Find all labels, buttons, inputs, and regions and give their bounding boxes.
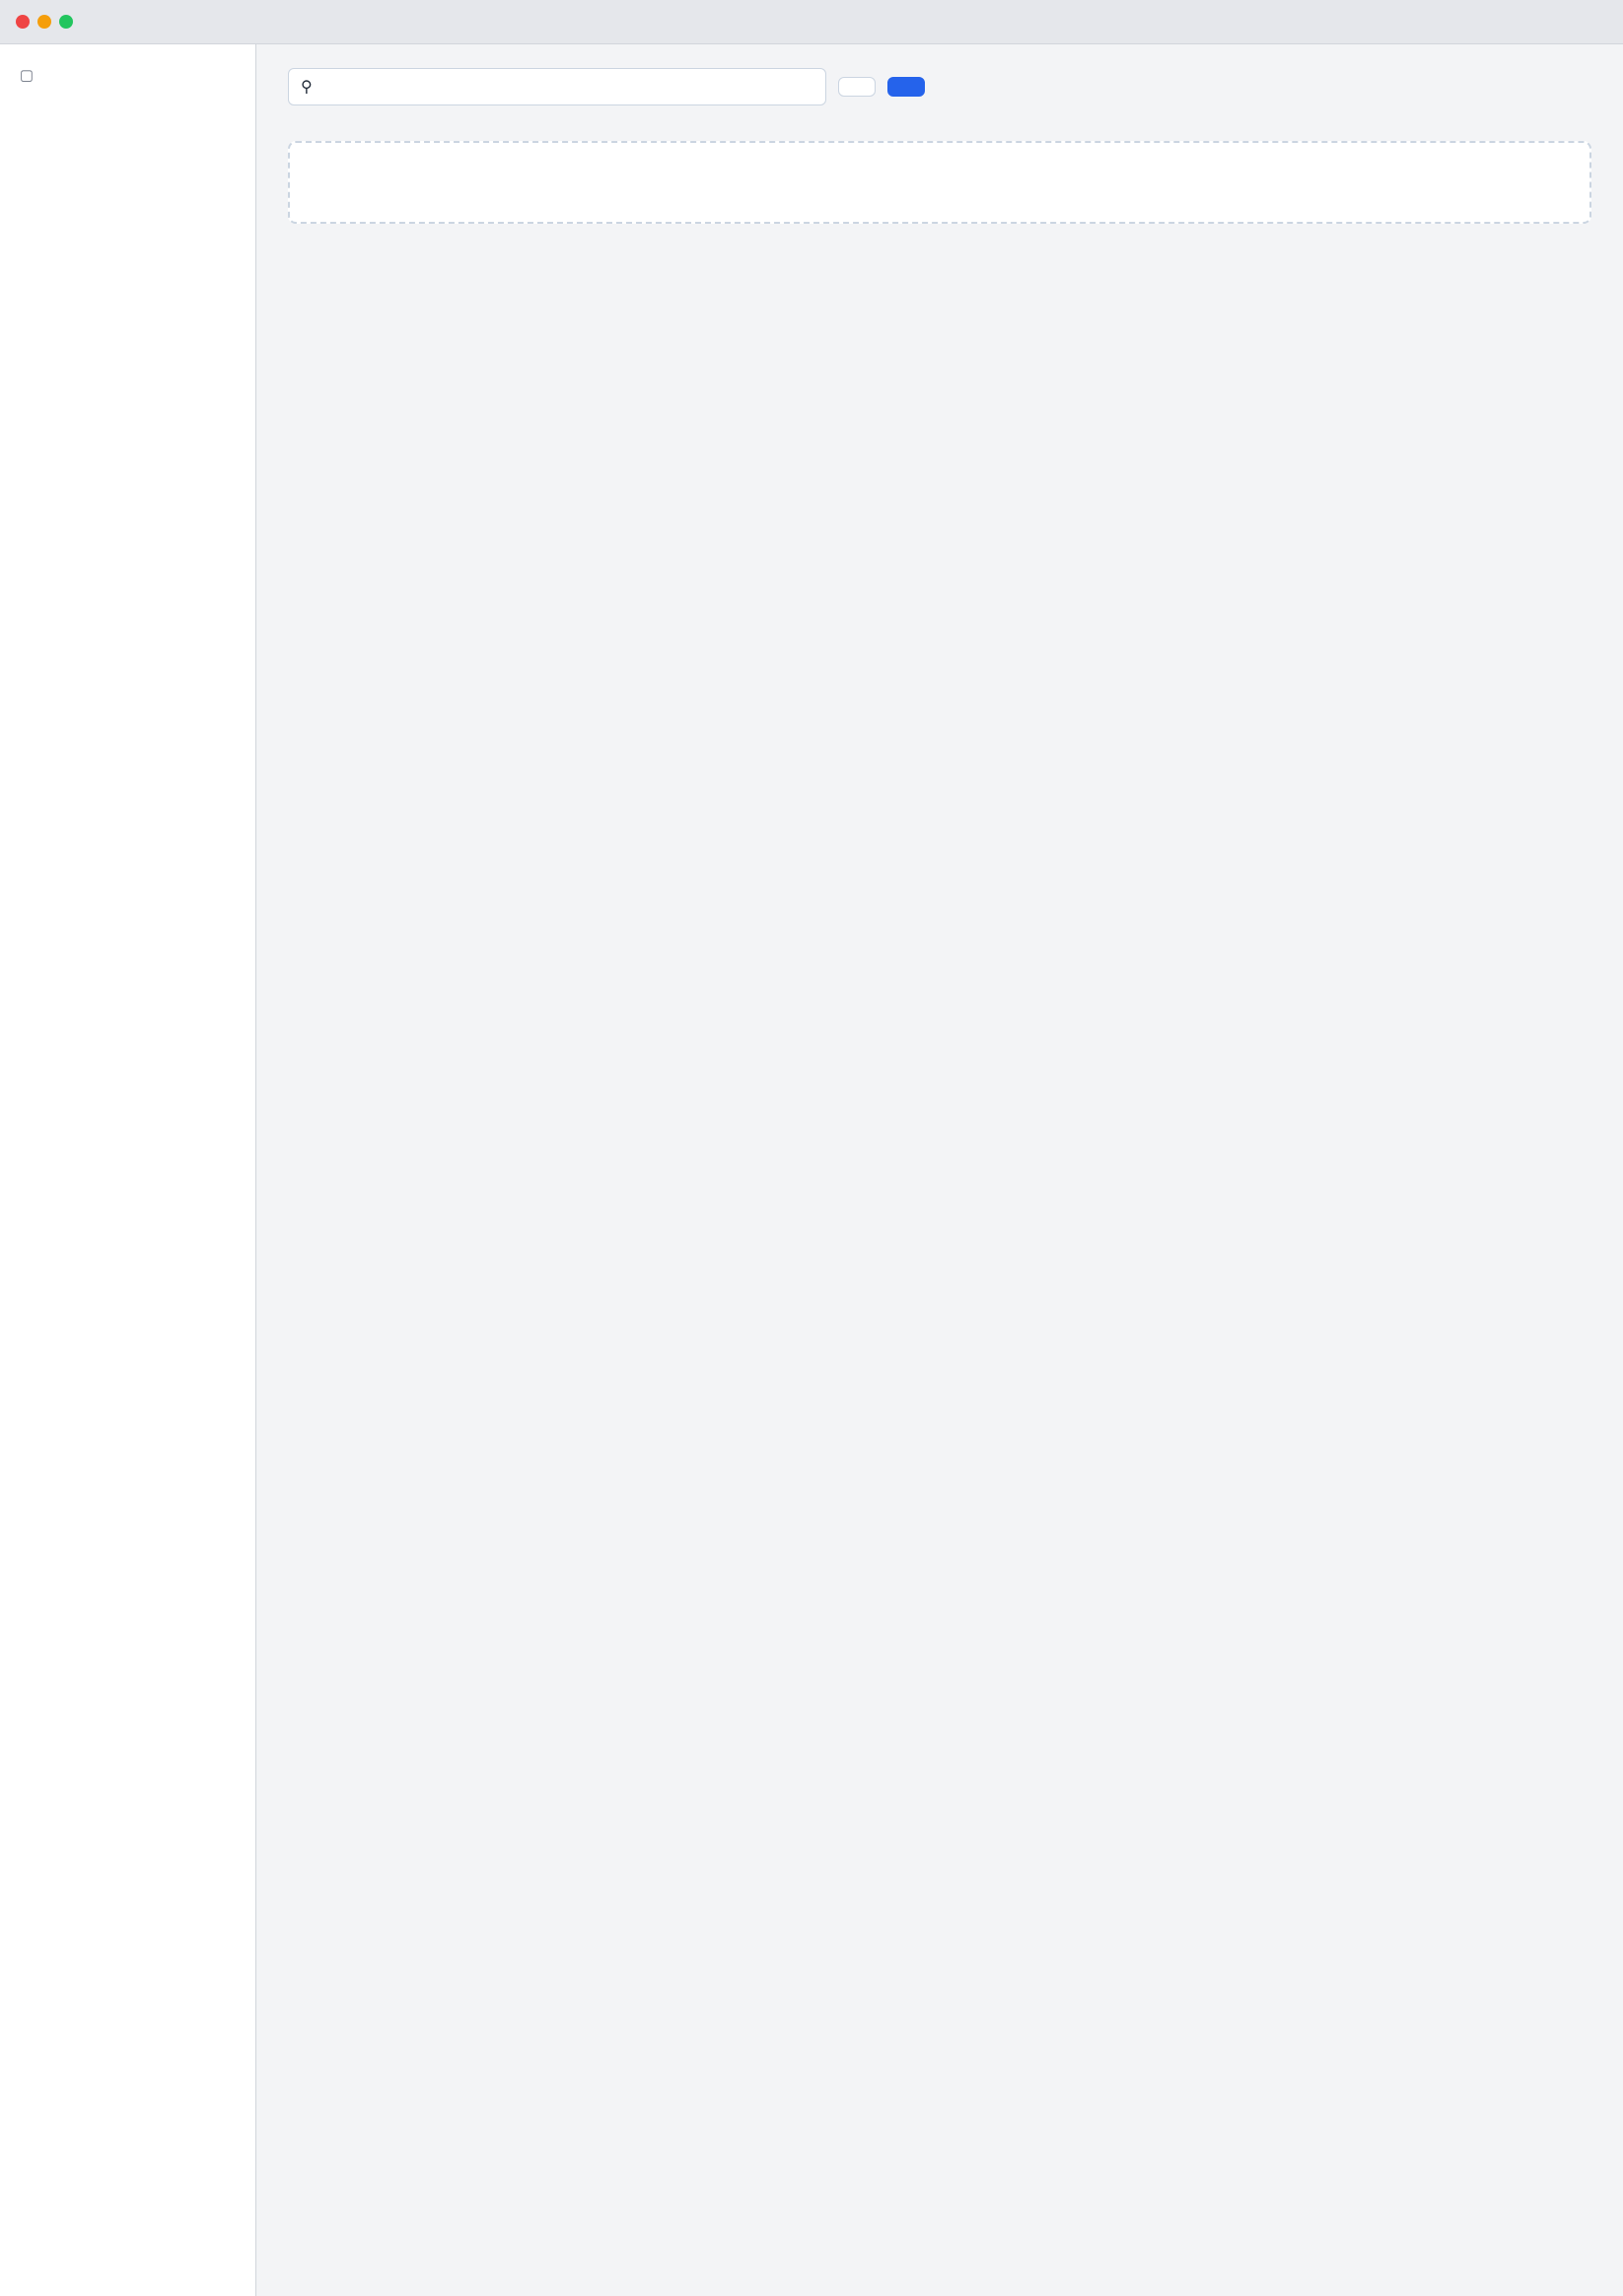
toolbar <box>288 68 1591 105</box>
folder-icon: ▢ <box>19 67 35 84</box>
window-controls <box>16 15 73 29</box>
primary-button[interactable] <box>887 77 925 97</box>
search-icon: ⚲ <box>301 79 313 96</box>
close-window-button[interactable] <box>16 15 30 29</box>
maximize-window-button[interactable] <box>59 15 73 29</box>
sidebar <box>0 44 256 2296</box>
secondary-button[interactable] <box>838 77 876 97</box>
main-content <box>256 44 1623 2296</box>
minimize-window-button[interactable] <box>37 15 51 29</box>
sidebar-item-0[interactable] <box>0 56 255 94</box>
search-input[interactable] <box>320 78 813 97</box>
content-area <box>288 141 1591 224</box>
search-box[interactable] <box>288 68 826 105</box>
title-bar <box>0 0 1623 44</box>
window-body <box>0 44 1623 2296</box>
